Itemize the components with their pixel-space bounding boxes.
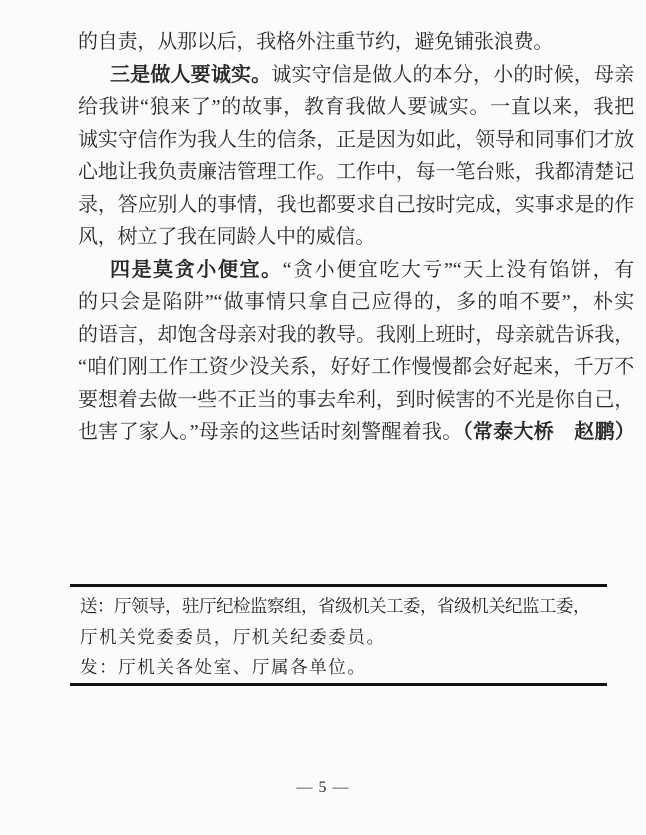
footer-line: 发：厅机关各处室、厅属各单位。 bbox=[80, 657, 367, 677]
text-line bbox=[78, 254, 634, 287]
text-line bbox=[78, 319, 634, 352]
text-line bbox=[78, 59, 634, 92]
text-segment: “贪小便宜吃大亏”“天上没有馅饼，有 bbox=[282, 258, 634, 281]
text-segment: （常泰大桥 赵鹏） bbox=[462, 421, 634, 443]
text-line bbox=[78, 124, 634, 157]
text-segment: 给我讲“狼来了”的故事，教育我做人要诚实。一直以来，我把 bbox=[78, 96, 634, 118]
text-segment: 心地让我负责廉洁管理工作。工作中，每一笔台账，我都清楚记 bbox=[78, 161, 634, 183]
text-segment: 的只会是陷阱”“做事情只拿自己应得的，多的咱不要”，朴实 bbox=[78, 291, 634, 313]
page-number: — 5 — bbox=[296, 779, 350, 796]
text-line bbox=[78, 26, 634, 59]
text-segment: 的语言，却饱含母亲对我的教导。我刚上班时，母亲就告诉我， bbox=[78, 323, 634, 346]
text-line bbox=[78, 221, 634, 254]
distribution-block bbox=[70, 591, 607, 683]
text-segment: 也害了家人。”母亲的这些话时刻警醒着我。 bbox=[78, 421, 463, 443]
text-line bbox=[78, 416, 634, 449]
text-segment: 的自责，从那以后，我格外注重节约，避免铺张浪费。 bbox=[78, 31, 554, 53]
text-segment: 风，树立了我在同龄人中的威信。 bbox=[78, 226, 375, 248]
text-segment: 要想着去做一些不正当的事去牟利，到时候害的不光是你自己， bbox=[78, 388, 634, 411]
text-segment: 录，答应别人的事情，我也都要求自己按时完成，实事求是的作 bbox=[78, 193, 634, 216]
text-line bbox=[78, 351, 634, 384]
text-line bbox=[78, 156, 634, 189]
text-line bbox=[78, 189, 634, 222]
text-segment: 诚实守信是做人的本分，小的时候，母亲 bbox=[271, 63, 634, 86]
text-line bbox=[78, 286, 634, 319]
text-segment: 三是做人要诚实。 bbox=[110, 63, 272, 86]
footer-top-rule bbox=[70, 584, 607, 587]
document-body bbox=[78, 26, 634, 449]
text-segment: 四是莫贪小便宜。 bbox=[110, 258, 283, 281]
text-segment: “咱们刚工作工资少没关系，好好工作慢慢都会好起来，千万不 bbox=[78, 356, 634, 378]
footer-line: 送：厅领导，驻厅纪检监察组，省级机关工委，省级机关纪监工委， bbox=[80, 596, 590, 616]
text-line bbox=[78, 91, 634, 124]
footer-bottom-rule bbox=[70, 683, 607, 686]
footer-line: 厅机关党委委员，厅机关纪委委员。 bbox=[80, 626, 386, 647]
text-segment: 诚实守信作为我人生的信条，正是因为如此，领导和同事们才放 bbox=[78, 128, 634, 151]
text-line bbox=[78, 384, 634, 417]
